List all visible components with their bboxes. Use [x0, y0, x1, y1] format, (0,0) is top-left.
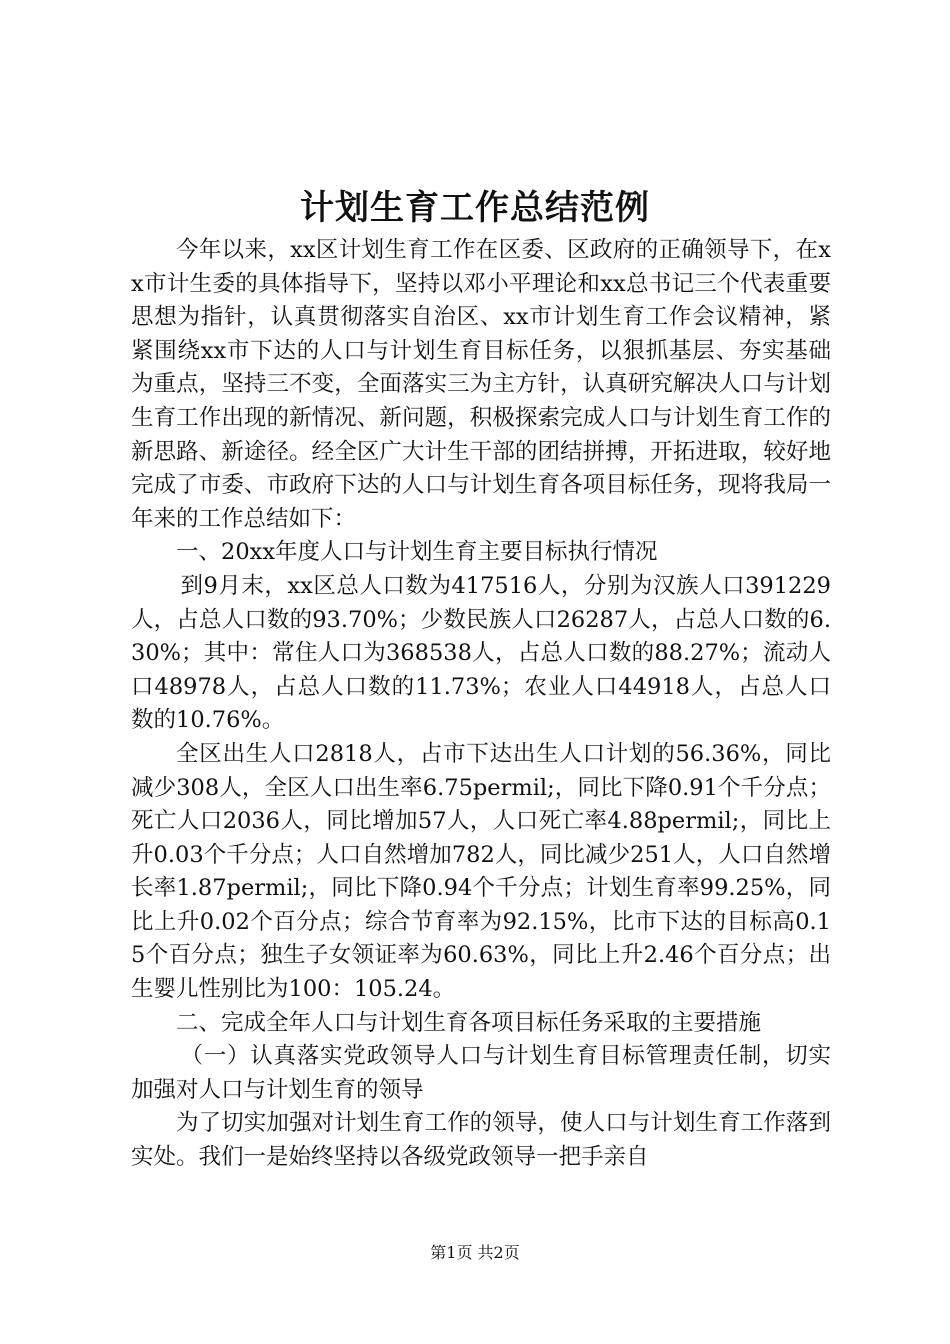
birth-statistics-paragraph: 全区出生人口2818人，占市下达出生人口计划的56.36%，同比减少308人，全区人口出生率6.75permil;，同比下降0.91个千分点；死亡人口2036人，同比增加57人，人口死亡率4.88permil;，同比上升0.03个千分点；人口自然增加782人，同比减少251人，人口自然增长率1.87permil;，同比下降0.94个千分点；计划生育率99.25%，同比上升0.02个百分点；综合节育率为92.15%，比市下达的目标高0.15个百分点；独生子女领证率为60.63%，同比上升2.46个百分点；出生婴儿性别比为100：105.24。 — [131, 740, 831, 1003]
page-footer: 第1页 共2页 — [430, 1243, 520, 1262]
subsection-heading-1: （一）认真落实党政领导人口与计划生育目标管理责任制，切实加强对人口与计划生育的领导 — [131, 1043, 831, 1103]
section-heading-2: 二、完成全年人口与计划生育各项目标任务采取的主要措施 — [176, 1009, 762, 1036]
document-body — [131, 234, 831, 1175]
document-title: 计划生育工作总结范例 — [300, 188, 650, 228]
population-paragraph: 到9月末，xx区总人口数为417516人，分别为汉族人口391229人，占总人口数的93.70%；少数民族人口26287人，占总人口数的6.30%；其中：常住人口为368538人，占总人口数的88.27%；流动人口48978人，占总人口数的11.73%；农业人口44918人，占总人口数的10.76%。 — [131, 572, 831, 734]
section-heading-1: 一、20xx年度人口与计划生育主要目标执行情况 — [176, 539, 658, 566]
intro-paragraph: 今年以来，xx区计划生育工作在区委、区政府的正确领导下，在xx市计生委的具体指导下，坚持以邓小平理论和xx总书记三个代表重要思想为指针，认真贯彻落实自治区、xx市计划生育工作会议精神，紧紧围绕xx市下达的人口与计划生育目标任务，以狠抓基层、夯实基础为重点，坚持三不变，全面落实三为主方针，认真研究解决人口与计划生育工作出现的新情况、新问题，积极探索完成人口与计划生育工作的新思路、新途径。经全区广大计生干部的团结拼搏，开拓进取，较好地完成了市委、市政府下达的人口与计划生育各项目标任务，现将我局一年来的工作总结如下： — [131, 237, 831, 532]
measures-paragraph: 为了切实加强对计划生育工作的领导，使人口与计划生育工作落到实处。我们一是始终坚持以各级党政领导一把手亲自 — [131, 1110, 831, 1171]
